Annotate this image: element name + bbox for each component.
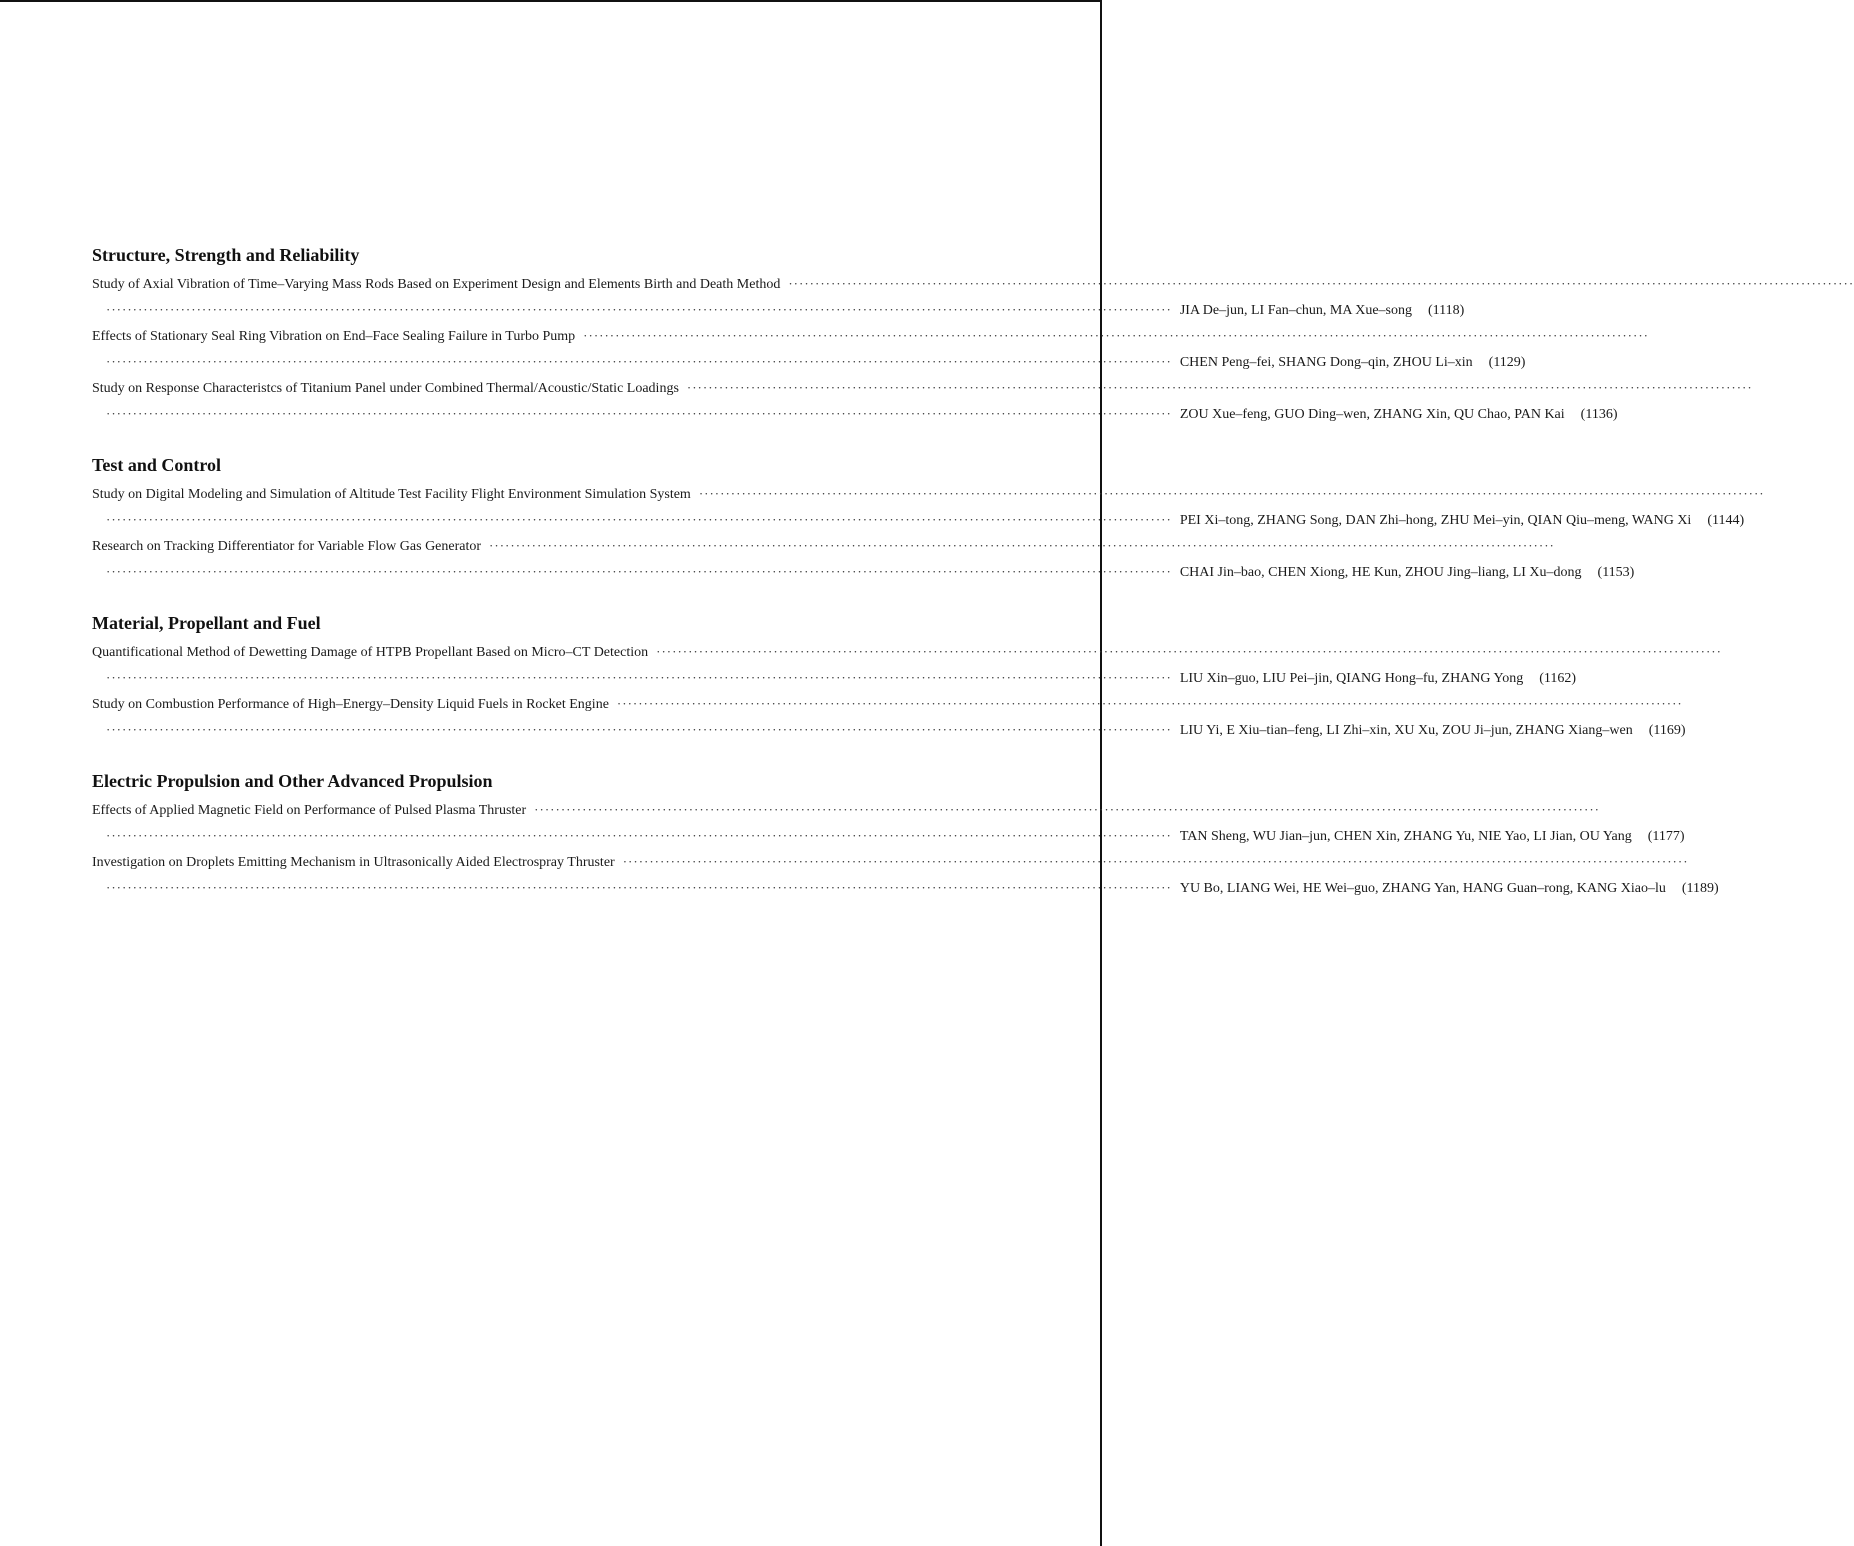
page-number: (1129) [1488,355,1526,370]
toc-section [92,244,1854,427]
page-top-border [0,0,1102,2]
dot-leader: ········································································································································································································ [106,722,1172,737]
table-of-contents [92,244,1854,928]
article-authors: CHEN Peng–fei, SHANG Dong–qin, ZHOU Li–xin [1179,355,1473,370]
toc-entry[interactable] [92,639,1722,691]
article-title: Effects of Applied Magnetic Field on Performance of Pulsed Plasma Thruster [92,803,527,818]
page-right-border [1100,0,1102,1546]
toc-section [92,454,1765,585]
toc-entry[interactable] [92,849,1719,901]
article-title: Study of Axial Vibration of Time–Varying Mass Rods Based on Experiment Design and Elements Birth and Death Method [92,277,781,292]
page-number: (1153) [1597,565,1635,580]
toc-entry[interactable] [92,691,1686,743]
dot-leader: ········································································································································································································ [106,512,1172,527]
article-title: Study on Response Characteristcs of Titanium Panel under Combined Thermal/Acoustic/Static Loadings [92,381,679,396]
dot-leader: ········································································································································································································ [106,406,1172,421]
toc-entry[interactable] [92,323,1649,375]
page-number: (1177) [1647,829,1685,844]
dot-leader: ········································································································································································································ [686,380,1753,395]
article-title: Investigation on Droplets Emitting Mechanism in Ultrasonically Aided Electrospray Thruster [92,855,615,870]
toc-entry[interactable] [92,375,1753,427]
page-number: (1169) [1648,723,1686,738]
dot-leader: ········································································································································································································ [616,696,1683,711]
dot-leader: ········································································································································································································ [106,880,1172,895]
dot-leader: ········································································································································································································ [698,486,1765,501]
article-title: Study on Combustion Performance of High–Energy–Density Liquid Fuels in Rocket Engine [92,697,609,712]
page-number: (1189) [1681,881,1719,896]
dot-leader: ········································································································································································································ [788,276,1854,291]
toc-section [92,770,1719,901]
dot-leader: ········································································································································································································ [534,802,1600,817]
article-authors: LIU Yi, E Xiu–tian–feng, LI Zhi–xin, XU Xu, ZOU Ji–jun, ZHANG Xiang–wen [1179,723,1633,738]
page-number: (1144) [1707,513,1745,528]
toc-entry[interactable] [92,533,1635,585]
page-number: (1136) [1580,407,1618,422]
dot-leader: ········································································································································································································ [106,828,1172,843]
article-authors: TAN Sheng, WU Jian–jun, CHEN Xin, ZHANG Yu, NIE Yao, LI Jian, OU Yang [1179,829,1632,844]
section-title: Electric Propulsion and Other Advanced Propulsion [92,771,493,791]
dot-leader: ········································································································································································································ [106,670,1172,685]
section-title: Test and Control [92,455,222,475]
dot-leader: ········································································································································································································ [656,644,1722,659]
article-title: Study on Digital Modeling and Simulation of Altitude Test Facility Flight Environment Simulation System [92,487,691,502]
article-authors: CHAI Jin–bao, CHEN Xiong, HE Kun, ZHOU Jing–liang, LI Xu–dong [1179,565,1582,580]
page-number: (1118) [1427,303,1465,318]
dot-leader: ········································································································································································································ [583,328,1649,343]
article-title: Effects of Stationary Seal Ring Vibration on End–Face Sealing Failure in Turbo Pump [92,329,576,344]
toc-entry[interactable] [92,481,1765,533]
section-title: Structure, Strength and Reliability [92,245,360,265]
dot-leader: ········································································································································································································ [622,854,1689,869]
article-authors: JIA De–jun, LI Fan–chun, MA Xue–song [1179,303,1412,318]
article-title: Research on Tracking Differentiator for Variable Flow Gas Generator [92,539,482,554]
article-authors: LIU Xin–guo, LIU Pei–jin, QIANG Hong–fu, ZHANG Yong [1179,671,1524,686]
dot-leader: ········································································································································································································ [489,538,1555,553]
toc-entry[interactable] [92,271,1854,323]
toc-section [92,612,1722,743]
dot-leader: ········································································································································································································ [106,302,1172,317]
article-authors: ZOU Xue–feng, GUO Ding–wen, ZHANG Xin, QU Chao, PAN Kai [1179,407,1565,422]
dot-leader: ········································································································································································································ [106,564,1172,579]
article-authors: YU Bo, LIANG Wei, HE Wei–guo, ZHANG Yan, HANG Guan–rong, KANG Xiao–lu [1179,881,1666,896]
dot-leader: ········································································································································································································ [106,354,1172,369]
article-title: Quantificational Method of Dewetting Damage of HTPB Propellant Based on Micro–CT Detection [92,645,649,660]
toc-entry[interactable] [92,797,1685,849]
section-title: Material, Propellant and Fuel [92,613,321,633]
page-number: (1162) [1539,671,1577,686]
article-authors: PEI Xi–tong, ZHANG Song, DAN Zhi–hong, ZHU Mei–yin, QIAN Qiu–meng, WANG Xi [1179,513,1692,528]
